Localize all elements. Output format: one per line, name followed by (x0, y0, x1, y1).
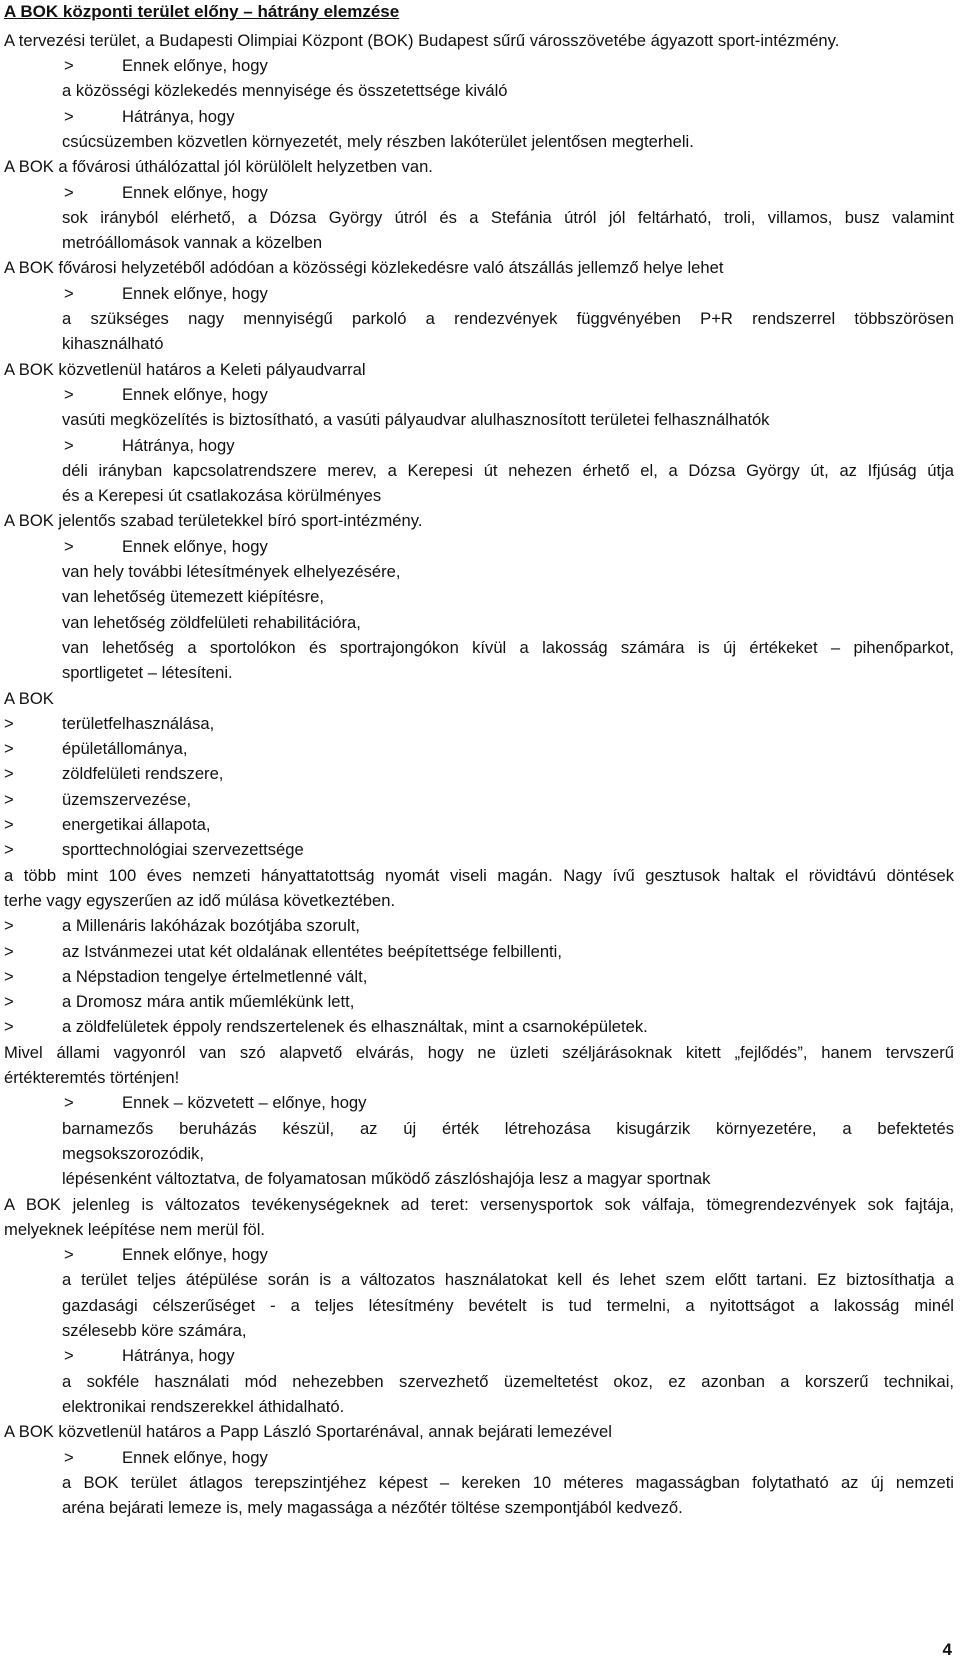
line-text: A BOK (4, 688, 54, 708)
line-text: a Dromosz mára antik műemlékünk lett, (62, 992, 355, 1012)
line-text: aréna bejárati lemeze is, mely magassága a nézőtér töltése szempontjából kedvező. (62, 1498, 683, 1518)
line-text: a Népstadion tengelye értelmetlenné vált, (62, 966, 368, 986)
page-number: 4 (942, 1640, 952, 1659)
line-text: gazdasági célszerűséget - a teljes létesítmény bevételt is tud termelni, a nyitottságot a lakosság minél (62, 1295, 954, 1315)
line-text: Hátránya, hogy (122, 1346, 235, 1366)
line-text: Ennek előnye, hogy (122, 1447, 268, 1467)
text-line (4, 156, 954, 178)
text-line (62, 232, 954, 254)
line-text: szélesebb köre számára, (62, 1321, 247, 1340)
line-text: üzemszervezése, (62, 789, 192, 809)
text-line (62, 1472, 954, 1494)
text-line (62, 333, 954, 355)
line-text: megsokszorozódik, (62, 1143, 205, 1163)
line-text: a szükséges nagy mennyiségű parkoló a rendezvények függvényében P+R rendszerrel többszörösen (62, 309, 954, 328)
document-title: A BOK központi terület előny – hátrány elemzése (4, 2, 400, 21)
line-text: a zöldfelületek éppoly rendszertelenek és elhasználtak, mint a csarnoképületek. (62, 1017, 648, 1037)
text-line (62, 1295, 954, 1317)
line-text: a terület teljes átépülése során is a változatos használatokat kell és lehet szem előtt tartani. Ez biztosíthatja a (62, 1270, 954, 1290)
text-line (4, 257, 954, 279)
bullet-marker: > (64, 56, 74, 75)
line-text: Ennek előnye, hogy (122, 182, 268, 202)
bullet-marker: > (4, 739, 14, 759)
text-line (62, 1497, 954, 1519)
bullet-marker: > (64, 536, 74, 556)
bullet-marker: > (4, 966, 14, 986)
line-text: A BOK közvetlenül határos a Keleti pályaudvarral (4, 359, 366, 379)
text-line (62, 1371, 954, 1393)
text-line (62, 586, 954, 608)
bullet-marker: > (4, 916, 14, 936)
text-line (62, 308, 954, 330)
text-line (62, 485, 954, 507)
text-line (4, 890, 954, 912)
line-text: van hely további létesítmények elhelyezésére, (62, 562, 401, 581)
text-line (4, 1421, 954, 1443)
line-text: barnamezős beruházás készül, az új érték létrehozása kisugárzik környezetére, a befektetés (62, 1118, 954, 1138)
line-text: sportligetet – létesíteni. (62, 663, 233, 683)
line-text: Ennek – közvetett – előnye, hogy (122, 1093, 367, 1113)
line-text: terhe vagy egyszerűen az idő múlása következtében. (4, 890, 396, 910)
line-text: épületállománya, (62, 739, 188, 759)
text-line (4, 865, 954, 887)
line-text: Hátránya, hogy (122, 435, 235, 455)
bullet-marker: > (64, 1245, 74, 1265)
line-text: Ennek előnye, hogy (122, 384, 268, 404)
text-line (62, 1269, 954, 1291)
line-text: Ennek előnye, hogy (122, 536, 268, 556)
line-text: van lehetőség a sportolókon és sportrajongókon kívül a lakosság számára is új értékeket – pihenőparkot, (62, 637, 954, 657)
bullet-marker: > (64, 1447, 74, 1467)
line-text: kihasználható (62, 334, 164, 354)
line-text: A BOK jelentős szabad területekkel bíró sport-intézmény. (4, 511, 423, 531)
intro-paragraph: A tervezési terület, a Budapesti Olimpiai Központ (BOK) Budapest sűrű városszövetébe ágyazott sport-intézmény. (4, 31, 840, 50)
text-line (62, 662, 954, 684)
bullet-marker: > (4, 840, 14, 860)
line-text: sporttechnológiai szervezettsége (62, 840, 304, 860)
text-line (4, 1042, 954, 1064)
bullet-marker: > (4, 764, 14, 784)
text-line (4, 510, 954, 532)
text-line (62, 207, 954, 229)
line-text: Ennek előnye, hogy (122, 56, 268, 75)
line-text: a BOK terület átlagos terepszintjéhez képest – kereken 10 méteres magasságban folytatható az új nemzeti (62, 1472, 954, 1492)
line-text: területfelhasználása, (62, 713, 215, 733)
text-line (62, 612, 954, 634)
text-line (4, 1219, 954, 1241)
line-text: zöldfelületi rendszere, (62, 764, 224, 784)
line-text: lépésenként változtatva, de folyamatosan működő zászlóshajója lesz a magyar sportnak (62, 1169, 711, 1189)
line-text: metróállomások vannak a közelben (62, 233, 323, 253)
bullet-marker: > (4, 992, 14, 1012)
bullet-marker: > (64, 182, 74, 202)
bullet-marker: > (4, 713, 14, 733)
text-line (4, 359, 954, 381)
line-text: Mivel állami vagyonról van szó alapvető elvárás, hogy ne üzleti széljárásoknak kitett „fejlődés”, hanem tervszerű (4, 1042, 954, 1062)
text-line (4, 688, 954, 710)
bullet-marker: > (4, 815, 14, 834)
text-line (62, 80, 954, 102)
line-text: melyeknek leépítése nem merül föl. (4, 1219, 266, 1239)
line-text: Hátránya, hogy (122, 106, 235, 126)
text-line (62, 131, 954, 153)
line-text: A BOK jelenleg is változatos tevékenységeknek ad teret: versenysportok sok válfaja, tömegrendezvények sok fajtája, (4, 1194, 954, 1214)
bullet-marker: > (4, 789, 14, 809)
line-text: Ennek előnye, hogy (122, 283, 268, 303)
text-line (62, 1143, 954, 1165)
line-text: a sokféle használati mód nehezebben szervezhető üzemeltetést okoz, ez azonban a korszerű technikai, (62, 1371, 954, 1391)
line-text: csúcsüzemben közvetlen környezetét, mely részben lakóterület jelentősen megterheli. (62, 131, 694, 151)
text-line (62, 637, 954, 659)
line-text: vasúti megközelítés is biztosítható, a vasúti pályaudvar alulhasznosított területei felhasználhatók (62, 410, 770, 430)
bullet-marker: > (64, 283, 74, 303)
line-text: értékteremtés történjen! (4, 1068, 180, 1087)
line-text: A BOK közvetlenül határos a Papp László Sportarénával, annak bejárati lemezével (4, 1422, 612, 1442)
line-text: a közösségi közlekedés mennyisége és összetettsége kiváló (62, 81, 508, 101)
line-text: A BOK fővárosi helyzetéből adódóan a közösségi közlekedésre való átszállás jellemző helye lehet (4, 258, 724, 278)
bullet-marker: > (64, 1346, 74, 1366)
text-line (62, 1320, 954, 1342)
text-line (4, 1194, 954, 1216)
bullet-marker: > (4, 941, 14, 961)
line-text: sok irányból elérhető, a Dózsa György útról és a Stefánia útról jól feltárható, troli, villamos, busz valamint (62, 207, 954, 227)
bullet-marker: > (64, 435, 74, 455)
text-line (4, 1067, 954, 1089)
line-text: az Istvánmezei utat két oldalának ellentétes beépítettsége felbillenti, (62, 941, 562, 961)
text-line (62, 1396, 954, 1418)
bullet-marker: > (64, 384, 74, 404)
line-text: A BOK a fővárosi úthálózattal jól körülölelt helyzetben van. (4, 157, 433, 177)
line-text: déli irányban kapcsolatrendszere merev, a Kerepesi út nehezen érhető el, a Dózsa György út, az Ifjúság útja (62, 460, 954, 480)
bullet-marker: > (64, 1093, 74, 1113)
text-line (62, 1118, 954, 1140)
line-text: Ennek előnye, hogy (122, 1245, 268, 1265)
line-text: elektronikai rendszerekkel áthidalható. (62, 1396, 345, 1416)
text-line (62, 561, 954, 583)
bullet-marker: > (4, 1017, 14, 1037)
line-text: van lehetőség ütemezett kiépítésre, (62, 587, 324, 607)
line-text: a Millenáris lakóházak bozótjába szorult, (62, 916, 360, 936)
text-line (62, 409, 954, 431)
line-text: a több mint 100 éves nemzeti hányattatottság nyomát viseli magán. Nagy ívű gesztusok haltak el rövidtávú döntések (4, 865, 954, 885)
line-text: van lehetőség zöldfelületi rehabilitációra, (62, 612, 361, 632)
text-line (62, 460, 954, 482)
bullet-marker: > (64, 106, 74, 126)
line-text: és a Kerepesi út csatlakozása körülményes (62, 486, 382, 506)
line-text: energetikai állapota, (62, 815, 211, 834)
text-line (62, 1168, 954, 1190)
